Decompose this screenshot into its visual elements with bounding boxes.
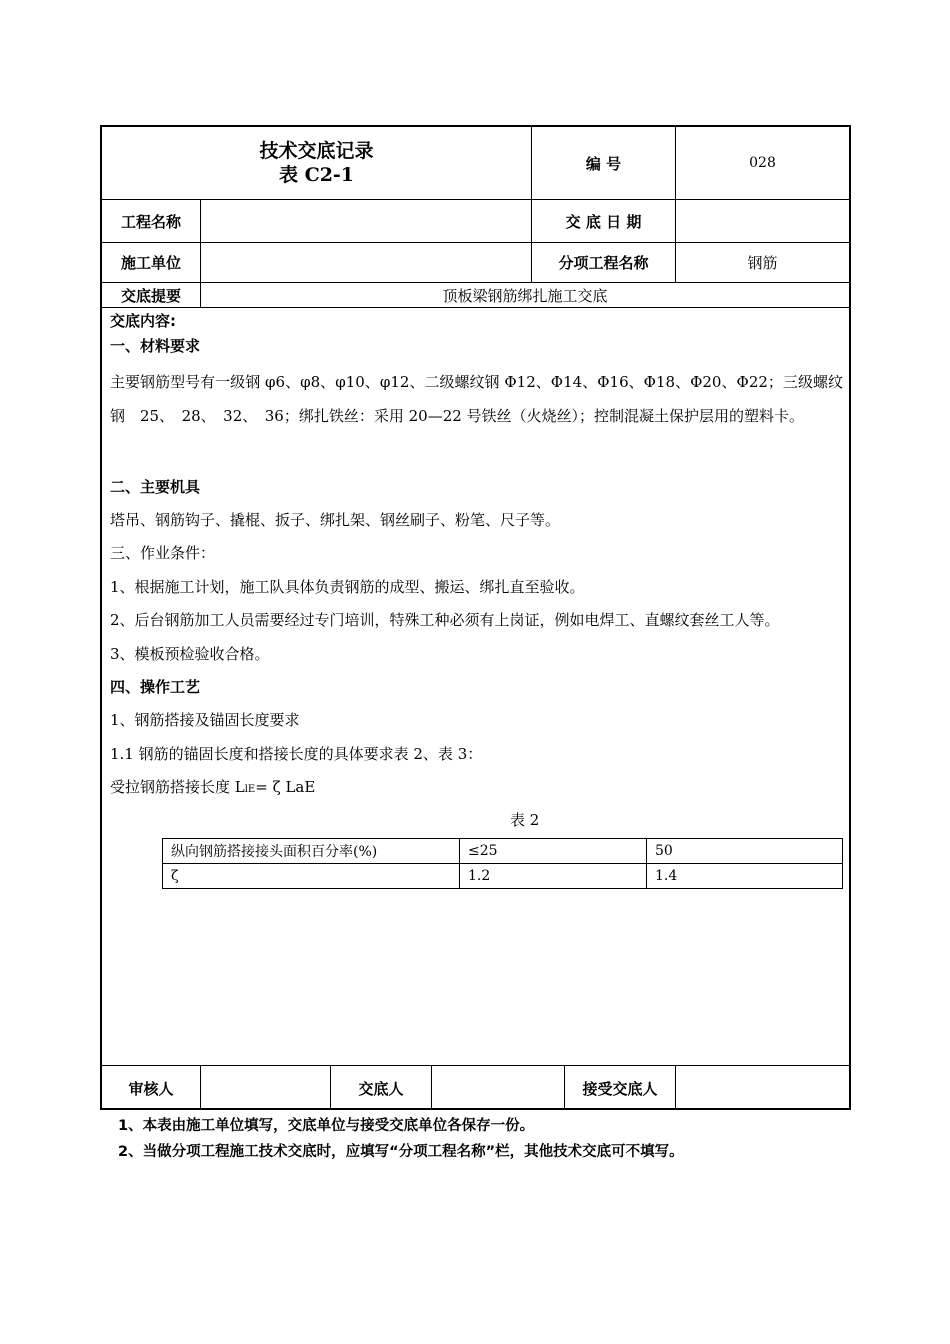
header-row	[102, 127, 849, 200]
number-label: 编 号	[531, 127, 675, 199]
table-cell: 1.4	[647, 864, 843, 889]
note-item: 2、当做分项工程施工技术交底时，应填写“分项工程名称”栏，其他技术交底可不填写。	[118, 1144, 684, 1160]
project-row	[102, 200, 849, 243]
formula-suffix: = ζ LaE	[255, 778, 316, 796]
section-1-text: 主要钢筋型号有一级钢 φ6、φ8、φ10、φ12、二级螺纹钢 Φ12、Φ14、Φ16、Φ18、Φ20、Φ22；三级螺纹钢 25、 28、 32、 36；绑扎铁丝：采用 20—22 号铁丝（火烧丝）；控制混凝土保护层用的塑料卡。	[110, 373, 843, 425]
form-title: 技术交底记录	[259, 140, 374, 162]
section-2-title: 二、主要机具	[110, 478, 201, 496]
signature-row	[102, 1065, 849, 1110]
section-4-title: 四、操作工艺	[110, 678, 201, 696]
summary-label: 交底提要	[120, 286, 181, 305]
disclosure-form	[100, 125, 851, 1110]
project-name-label: 工程名称	[120, 212, 181, 231]
table-cell: 50	[647, 839, 843, 864]
table-row	[163, 864, 843, 889]
number-value[interactable]: 028	[675, 127, 849, 199]
table-cell: 纵向钢筋搭接接头面积百分率(%)	[163, 839, 460, 864]
table-row	[163, 839, 843, 864]
section-3-item: 3、模板预检验收合格。	[110, 645, 270, 663]
formula-line	[110, 776, 315, 797]
contractor-value[interactable]	[200, 243, 531, 282]
form-code: 表 C2-1	[278, 164, 355, 186]
section-4-item: 1、钢筋搭接及锚固长度要求	[110, 711, 300, 729]
subproject-label: 分项工程名称	[531, 243, 675, 282]
contractor-row	[102, 243, 849, 283]
note-item: 1、本表由施工单位填写，交底单位与接受交底单位各保存一份。	[118, 1118, 535, 1134]
table-cell: ≤25	[460, 839, 647, 864]
section-1-title: 一、材料要求	[110, 337, 201, 355]
section-3-title: 三、作业条件：	[110, 544, 216, 562]
notes	[118, 1113, 684, 1165]
section-3-item: 2、后台钢筋加工人员需要经过专门培训，特殊工种必须有上岗证，例如电焊工、直螺纹套丝工人等。	[110, 611, 780, 629]
subproject-value[interactable]: 钢筋	[675, 243, 849, 282]
discloser-value[interactable]	[431, 1066, 564, 1110]
date-label: 交 底 日 期	[531, 200, 675, 242]
formula-subscript: lE	[244, 784, 256, 795]
content-heading: 交底内容:	[110, 312, 176, 330]
reviewer-value[interactable]	[200, 1066, 330, 1110]
formula-prefix: 受拉钢筋搭接长度 L	[110, 778, 245, 796]
section-3-item: 1、根据施工计划，施工队具体负责钢筋的成型、搬运、绑扎直至验收。	[110, 578, 585, 596]
receiver-value[interactable]	[675, 1066, 849, 1110]
section-4-item: 1.1 钢筋的锚固长度和搭接长度的具体要求表 2、表 3：	[110, 745, 483, 763]
summary-value[interactable]: 顶板梁钢筋绑扎施工交底	[200, 283, 849, 307]
table-cell: ζ	[163, 864, 460, 889]
table-cell: 1.2	[460, 864, 647, 889]
contractor-label: 施工单位	[120, 254, 181, 272]
summary-row	[102, 283, 849, 308]
content-area	[102, 308, 849, 1065]
discloser-label: 交底人	[330, 1066, 431, 1110]
date-value[interactable]	[675, 200, 849, 242]
project-name-value[interactable]	[200, 200, 531, 242]
receiver-label: 接受交底人	[564, 1066, 675, 1110]
lap-length-table	[162, 838, 843, 889]
section-2-text: 塔吊、钢筋钩子、撬棍、扳子、绑扎架、钢丝刷子、粉笔、尺子等。	[110, 511, 561, 529]
table-caption: 表 2	[510, 811, 540, 829]
reviewer-label: 审核人	[128, 1079, 174, 1098]
form-title-cell	[102, 127, 531, 199]
